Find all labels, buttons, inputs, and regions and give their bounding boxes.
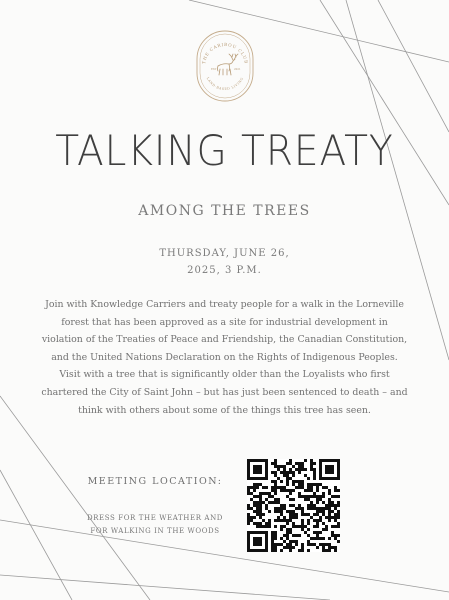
- svg-text:THE CARIBOU CLUB: [201, 42, 249, 64]
- event-subtitle: AMONG THE TREES: [138, 203, 311, 219]
- meeting-location-label: MEETING LOCATION:: [87, 476, 223, 487]
- logo-top-text: THE CARIBOU CLUB: [201, 41, 249, 65]
- dress-line-1: DRESS FOR THE WEATHER AND: [86, 514, 224, 522]
- logo-right-mark: 2021: [234, 68, 241, 71]
- dress-line-2: FOR WALKING IN THE WOODS: [90, 527, 220, 535]
- event-description: Join with Knowledge Carriers and treaty people for a walk in the Lorneville forest that has been approved as a site for industrial development in violation of the Treaties of Peace and Friendship, the Canadian Constitution, and the United Nations Declaration on the Rights of Indigenous Peoples. Visit with a tree that is significantly older than the Loyalists who first chartered the City of Saint John – but has just been sentenced to death – and think with others about some of the things this tree has seen.: [41, 299, 408, 416]
- event-title: TALKING TREATY: [55, 126, 394, 175]
- caribou-icon: [218, 54, 239, 75]
- logo-left-mark: EST: [211, 68, 217, 71]
- event-date: [0, 245, 449, 279]
- logo-bottom-text: LAND-BASED LIVING: [205, 76, 245, 92]
- date-line-1: THURSDAY, JUNE 26,: [159, 248, 290, 259]
- club-logo: [196, 30, 254, 102]
- qr-code-icon[interactable]: [247, 459, 340, 552]
- date-line-2: 2025, 3 P.M.: [187, 265, 262, 276]
- dress-note: [60, 512, 250, 538]
- svg-text:LAND-BASED LIVING: [206, 77, 245, 92]
